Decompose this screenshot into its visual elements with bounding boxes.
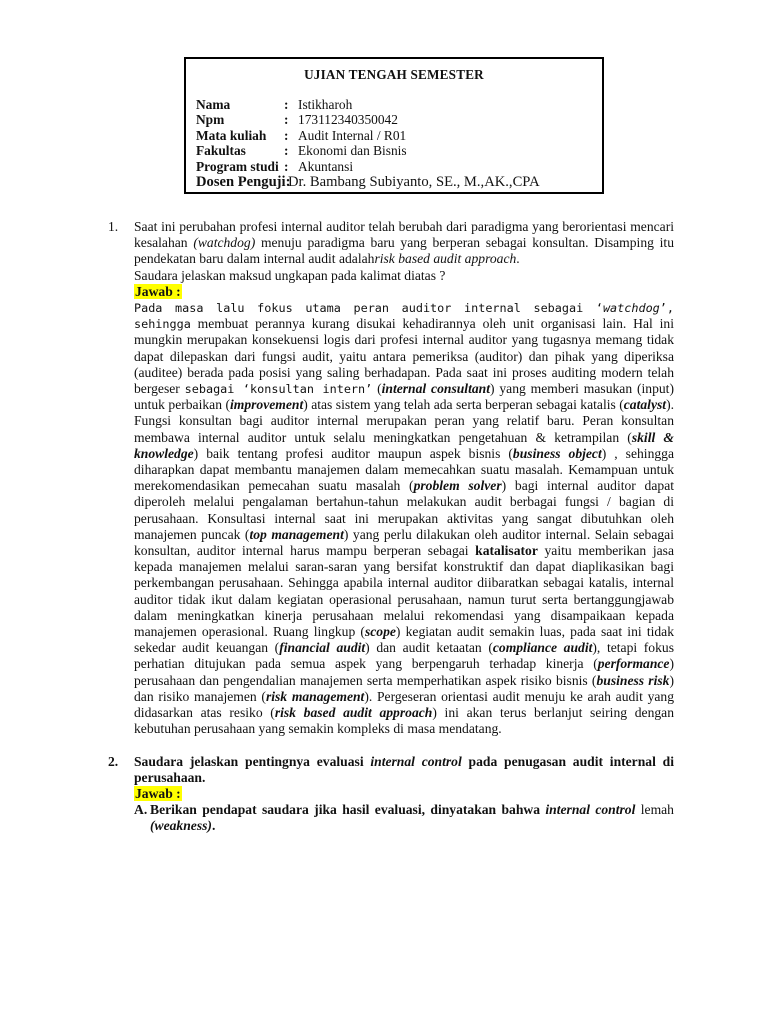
sub-question-marker: A. [134, 802, 148, 818]
info-row-dosen-penguji [196, 174, 592, 191]
answer-run: risk management [265, 688, 365, 704]
answer-run: ) atas sistem yang telah ada serta berperan sebagai katalis ( [303, 397, 624, 413]
info-row-program-studi [196, 159, 592, 174]
info-value: Audit Internal / R01 [298, 127, 407, 143]
answer-run: ). Fungsi konsultan bagi auditor internal merupakan peran yang relatif baru. Peran konsultan membawa internal auditor untuk selalu meningkatkan pengetahuan & ketrampilan ( [134, 397, 674, 445]
info-value: Istikharoh [298, 97, 353, 112]
answer-run: ) perusahaan dan pengendalian manajemen serta memperhatikan aspek risiko bisnis ( [134, 656, 674, 688]
answer-run: ) yang perlu dilakukan oleh auditor internal. Selain sebagai konsultan, auditor internal harus mampu berperan sebagai [134, 526, 674, 559]
question-number: 1. [108, 219, 119, 234]
answer-run: ) , sehingga diharapkan dapat membantu manajemen dalam memecahkan suatu masalah. Kemampuan untuk merekomendasikan pemecahan suatu masalah ( [134, 445, 675, 494]
exam-content [108, 219, 674, 835]
answer-run: yaitu memberikan jasa kepada manajemen melalui saran-saran yang bersifat konstruktif dan dapat diaplikasikan bagi perkembangan perusahaan. Sehingga apabila internal auditor diibaratkan sebagai katalis, internal auditor tidak ikut dalam kegiatan operasional perusahaan, namun turut serta bertanggungjawab dalam meningkatkan kinerja perusahaan melalui rekomendasi yang disampaikaan kepada manajemen operasional. Ruang lingkup ( [134, 543, 674, 640]
answer-run: ) dan risiko manajemen ( [134, 672, 674, 704]
question-prompt: Saudara jelaskan maksud ungkapan pada kalimat diatas ? [134, 267, 446, 283]
exam-header-box [184, 57, 604, 194]
answer-run: catalyst [623, 397, 667, 413]
answer-run: ). Pergeseran orientasi audit menuju ke arah audit yang didasarkan atas resiko ( [134, 688, 675, 721]
info-label: Mata kuliah [196, 127, 267, 143]
answer-run: sebagai ‘konsultan intern’ [184, 382, 373, 397]
answer-run: improvement [229, 397, 304, 413]
answer-run: internal consultant [381, 381, 490, 397]
answer-run: ’, sehingga [134, 301, 674, 332]
answer-run: membuat perannya kurang disukai kehadirannya oleh unit organisasi lain. Hal ini mungkin merupakan konsekuensi logis dari profesi internal auditor yang tugasnya memang tidak dapat dilepaskan dari fungsi audit, yaitu antara pemeriksa (auditor) dan pihak yang diperiksa (auditee) berada pada posisi yang saling berhadapan. Pada saat ini proses auditing modern telah bergeser [134, 316, 674, 397]
info-row-fakultas [196, 143, 592, 158]
answer-run: skill & knowledge [134, 429, 674, 461]
info-value: Dr. Bambang Subiyanto, SE., M.,AK.,CPA [288, 174, 540, 191]
info-colon: : [284, 158, 289, 174]
question-text: Saat ini perubahan profesi internal auditor telah berubah dari paradigma yang berorientasi mencari kesalahan (watchdog) menuju paradigma baru yang berperan sebagai konsultan. Disamping itu pendekatan baru dalam internal audit adalahrisk based audit approach. [134, 219, 674, 267]
question-2 [108, 754, 674, 835]
info-row-npm [196, 112, 592, 127]
answer-run: ) dan audit ketaatan ( [365, 640, 493, 656]
answer-run: ) baik tentang profesi auditor maupun aspek bisnis ( [193, 445, 513, 461]
answer-run: scope [364, 624, 396, 640]
sub-question-text: Berikan pendapat saudara jika hasil evaluasi, dinyatakan bahwa internal control lemah (weakness). [150, 802, 674, 834]
answer-text [134, 300, 674, 737]
answer-run: ), tetapi fokus perhatian ditujukan pada semua aspek yang berpengaruh terhadap kinerja ( [134, 640, 674, 672]
info-colon: : [284, 127, 289, 143]
info-value: Ekonomi dan Bisnis [298, 143, 407, 159]
answer-run: financial audit [279, 640, 366, 656]
sub-question-a [134, 802, 674, 834]
answer-run: risk based audit approach [274, 705, 433, 721]
info-label: Program studi [196, 158, 279, 174]
info-label: Npm [196, 112, 225, 128]
answer-run: ) kegiatan audit semakin luas, pada saat ini tidak sekedar audit keuangan ( [134, 624, 674, 656]
info-label: Fakultas [196, 143, 246, 159]
question-body [134, 754, 674, 835]
question-number: 2. [108, 753, 119, 769]
answer-run: katalisator [475, 543, 538, 559]
answer-run: ) bagi internal auditor dapat diperoleh melalui pengalaman bertahun-tahun melakukan audit berbagai fungsi / bagian di perusahaan. Konsultasi internal saat ini merupakan aktivitas yang sangat dibutuhkan oleh manajemen puncak ( [134, 478, 674, 542]
answer-run: performance [597, 656, 670, 672]
answer-run: ) yang memberi masukan (input) untuk perbaikan ( [134, 381, 674, 413]
answer-run: watchdog [602, 301, 660, 316]
info-value: 173112340350042 [298, 112, 398, 128]
answer-run: compliance audit [492, 640, 593, 656]
info-row-nama [196, 97, 592, 112]
info-label: Nama [196, 97, 231, 112]
exam-title: UJIAN TENGAH SEMESTER [304, 67, 484, 82]
answer-run: ( [372, 381, 382, 397]
answer-run: ) ini akan terus berlanjut seiring dengan kebutuhan perusahaan yang semakin kompleks di masa mendatang. [134, 705, 674, 737]
answer-run: Pada masa lalu fokus utama peran auditor internal sebagai ‘ [134, 301, 603, 316]
answer-run: business risk [596, 672, 670, 688]
answer-heading-wrap [134, 786, 674, 802]
answer-heading: Jawab : [135, 785, 181, 801]
question-text: Saudara jelaskan pentingnya evaluasi internal control pada penugasan audit internal di perusahaan. [134, 753, 674, 785]
info-colon: : [284, 97, 289, 112]
answer-heading-wrap [134, 284, 674, 300]
info-value: Akuntansi [298, 158, 354, 174]
info-colon: : [284, 112, 289, 128]
answer-run: top management [249, 526, 344, 542]
answer-run: business object [512, 445, 602, 461]
info-colon: : [284, 143, 289, 159]
info-row-mata-kuliah [196, 128, 592, 143]
question-1 [108, 219, 674, 738]
question-body [134, 219, 674, 738]
info-label: Dosen Penguji: [196, 174, 291, 191]
answer-heading: Jawab : [135, 283, 181, 299]
answer-run: problem solver [413, 478, 502, 494]
